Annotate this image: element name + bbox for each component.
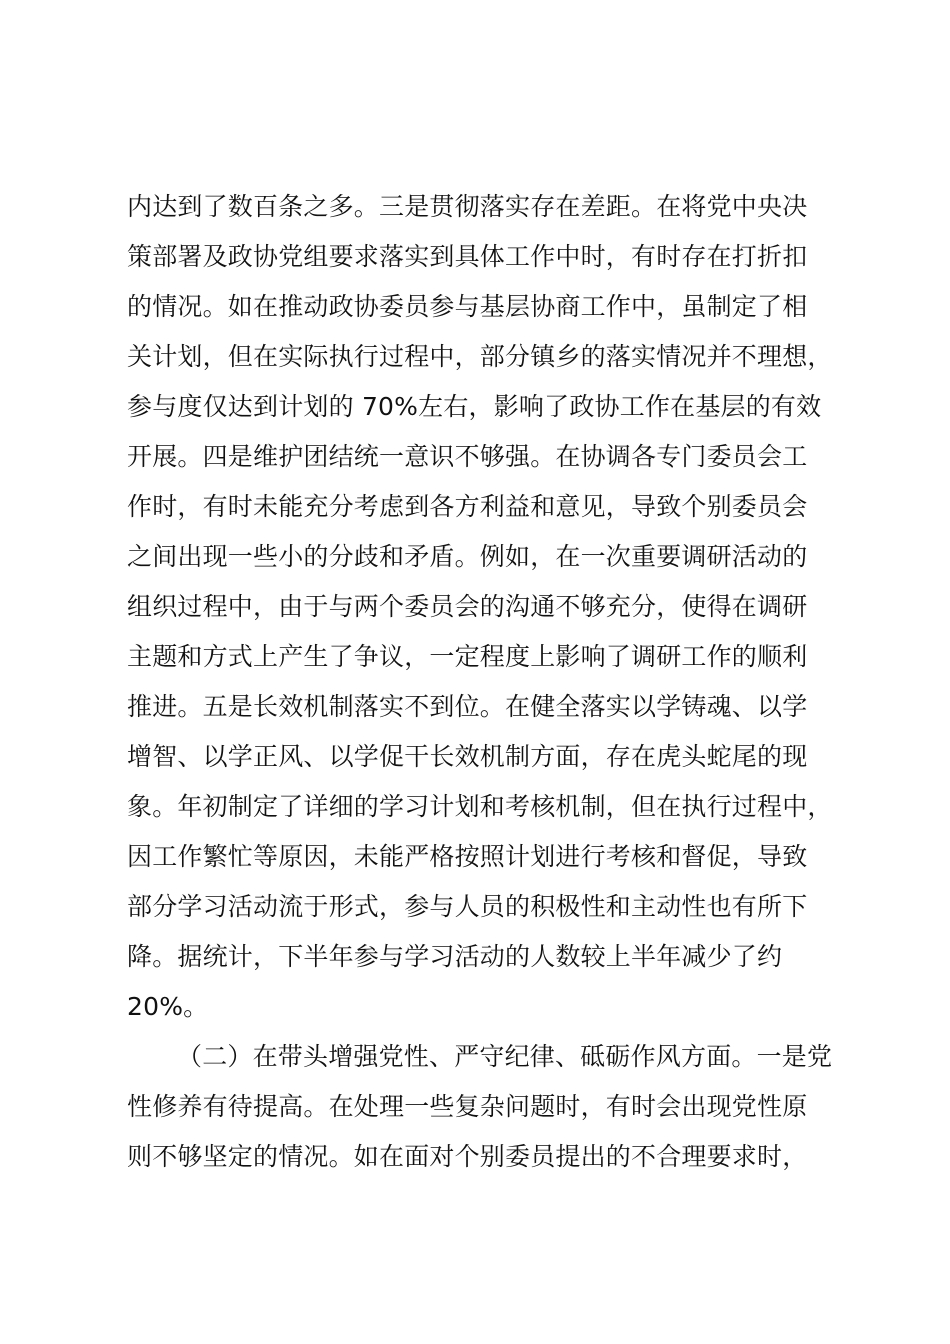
text-line: 推进。五是长效机制落实不到位。在健全落实以学铸魂、以学 <box>127 692 808 721</box>
text-line: 内达到了数百条之多。三是贯彻落实存在差距。在将党中央决 <box>127 192 808 221</box>
text-line: 参与度仅达到计划的 70%左右，影响了政协工作在基层的有效 <box>127 392 822 421</box>
text-line: 降。据统计，下半年参与学习活动的人数较上半年减少了约 <box>127 942 783 971</box>
text-line: 性修养有待提高。在处理一些复杂问题时，有时会出现党性原 <box>127 1092 808 1121</box>
body-text <box>127 182 847 1182</box>
text-line: 之间出现一些小的分歧和矛盾。例如，在一次重要调研活动的 <box>127 542 808 571</box>
text-line: 增智、以学正风、以学促干长效机制方面，存在虎头蛇尾的现 <box>127 742 808 771</box>
text-line: 20%。 <box>127 992 209 1021</box>
text-line: 的情况。如在推动政协委员参与基层协商工作中，虽制定了相 <box>127 292 808 321</box>
text-line: 象。年初制定了详细的学习计划和考核机制，但在执行过程中， <box>127 792 833 821</box>
text-line: 因工作繁忙等原因，未能严格按照计划进行考核和督促，导致 <box>127 842 808 871</box>
section-heading-line: （二）在带头增强党性、严守纪律、砥砺作风方面。一是党 <box>177 1042 833 1071</box>
text-line: 作时，有时未能充分考虑到各方利益和意见，导致个别委员会 <box>127 492 808 521</box>
text-line: 部分学习活动流于形式，参与人员的积极性和主动性也有所下 <box>127 892 808 921</box>
text-line: 开展。四是维护团结统一意识不够强。在协调各专门委员会工 <box>127 442 808 471</box>
text-line: 组织过程中，由于与两个委员会的沟通不够充分，使得在调研 <box>127 592 808 621</box>
text-line: 策部署及政协党组要求落实到具体工作中时，有时存在打折扣 <box>127 242 808 271</box>
text-line: 则不够坚定的情况。如在面对个别委员提出的不合理要求时， <box>127 1142 808 1171</box>
text-line: 主题和方式上产生了争议，一定程度上影响了调研工作的顺利 <box>127 642 808 671</box>
text-line: 关计划，但在实际执行过程中，部分镇乡的落实情况并不理想， <box>127 342 833 371</box>
